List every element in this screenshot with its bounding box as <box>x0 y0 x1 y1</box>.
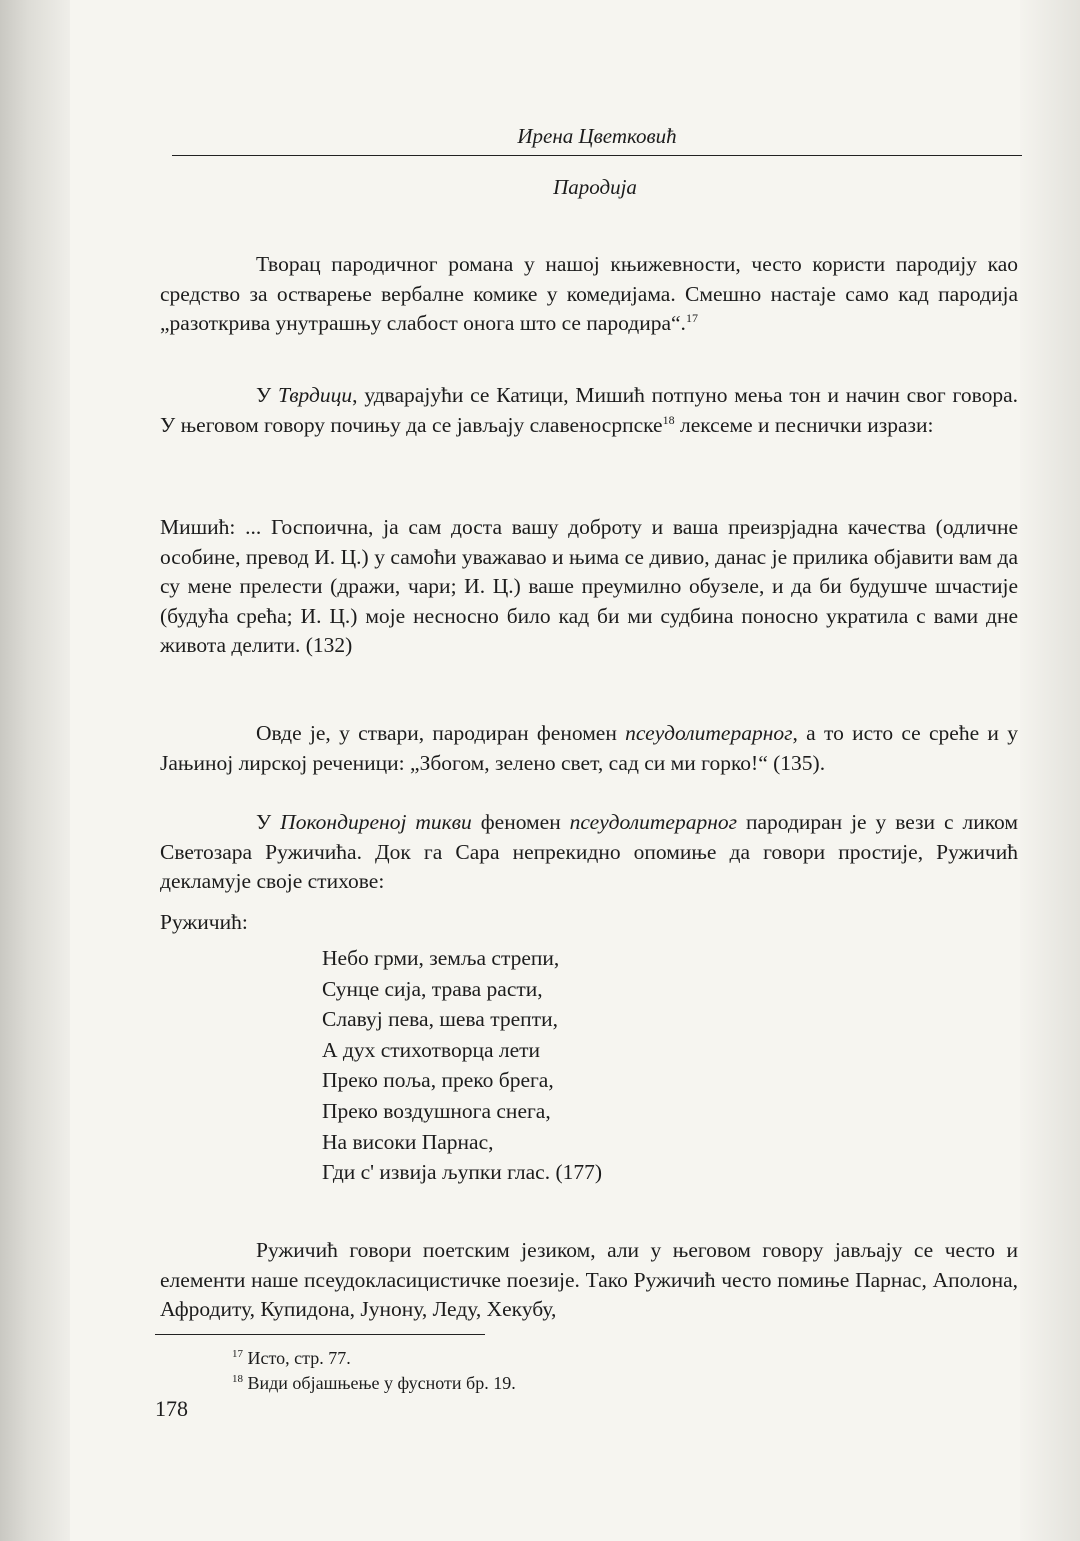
footnote-text: Исто, стр. 77. <box>243 1348 351 1368</box>
footnote-rule <box>155 1334 485 1335</box>
verse-line: Небо грми, земља стрепи, <box>322 946 560 970</box>
verse-line: На високи Парнас, <box>322 1129 494 1154</box>
verse-line: Преко воздушнога снега, <box>322 1098 551 1123</box>
running-header: Ирена Цветковић <box>517 124 677 148</box>
verse-line: А дух стихотворца лети <box>322 1037 541 1062</box>
work-title-tvrdica: Тврдици <box>278 383 353 407</box>
paragraph-2-text-c: лексеме и песнички изрази: <box>674 412 934 437</box>
paragraph-6: Ружичић говори поетским језиком, али у његовом говору јављају се често и елементи наше псеудокласицистичке поезије. Тако Ружичић често помиње Парнас, Аполона, Афродиту, Купидона, Јунону, Леду, Хекубу, <box>160 1238 1018 1321</box>
section-title: Пародија <box>553 175 637 199</box>
work-title-pokondirena-tikva: Покондиреној тикви <box>280 810 472 834</box>
footnote-ref-18: 18 <box>662 412 675 427</box>
verse-line: Сунце сија, трава расти, <box>322 976 543 1001</box>
header-rule <box>172 155 1022 156</box>
paragraph-5-text-a: У <box>256 810 281 834</box>
paragraph-5-text-c: пародиран је у вези с ликом Светозара Ружичића. Док га Сара непрекидно опомиње да говори простије, Ружичић декламује своје стихове: <box>160 810 1018 893</box>
verse-block <box>322 943 602 1188</box>
facing-page-edge <box>1020 0 1080 1541</box>
paragraph-1 <box>160 250 1018 339</box>
paragraph-2-text-b: , удварајући се Катици, Мишић потпуно мења тон и начин свог говора. У његовом говору почињу да се јављају славеносрпске <box>160 383 1018 437</box>
quotation-misic: Мишић: ... Госпоична, ја сам доста вашу доброту и ваша преизрјадна качества (одличне особине, превод И. Ц.) у самоћи уважавао и њима се дивио, данас је прилика објавити вам да су мене прелести (дражи, чари; И. Ц.) ваше преумилно обузеле, и да би будушче шчастије (будућа срећа; И. Ц.) моје несносно било кад би ми судбина поносно укратила с вами дне живота делити. (132) <box>160 515 1018 657</box>
binding-shadow <box>0 0 70 1541</box>
term-pseudoliterary-2: псеудолитерарног <box>569 810 738 834</box>
paragraph-1-text: Творац пародичног романа у нашој књижевности, често користи пародију као средство за остварење вербалне комике у комедијама. Смешно настаје само кад пародија „разоткрива унутрашњу слабост онога што се пародира“. <box>160 252 1018 335</box>
paragraph-2 <box>160 381 1018 440</box>
footnote-17 <box>232 1346 516 1371</box>
footnote-number: 17 <box>232 1348 243 1360</box>
page-number: 178 <box>155 1396 188 1421</box>
footnote-number: 18 <box>232 1373 243 1385</box>
footnote-text: Види објашњење у фусноти бр. 19. <box>243 1373 516 1393</box>
paragraph-4 <box>160 719 1018 778</box>
paragraph-4-text-a: Овде је, у ствари, пародиран феномен <box>256 721 626 745</box>
paragraph-5-text-b: феномен <box>471 810 570 834</box>
verse-line: Преко поља, преко брега, <box>322 1068 554 1093</box>
footnote-ref-17: 17 <box>685 310 698 325</box>
speaker-label: Ружичић: <box>160 910 248 934</box>
paragraph-2-text-a: У <box>256 383 279 407</box>
footnote-18 <box>232 1371 516 1396</box>
footnotes <box>232 1346 516 1396</box>
verse-line: Гди с' извија љупки глас. (177) <box>322 1160 603 1185</box>
paragraph-4-text-b: , а то исто се среће и у Јањиној лирској реченици: „Збогом, зелено свет, сад си ми горко!“ (135). <box>160 721 1018 775</box>
verse-line: Славуј пева, шева трепти, <box>322 1007 558 1032</box>
term-pseudoliterary: псеудолитерарног <box>625 721 793 745</box>
paragraph-5 <box>160 808 1018 897</box>
